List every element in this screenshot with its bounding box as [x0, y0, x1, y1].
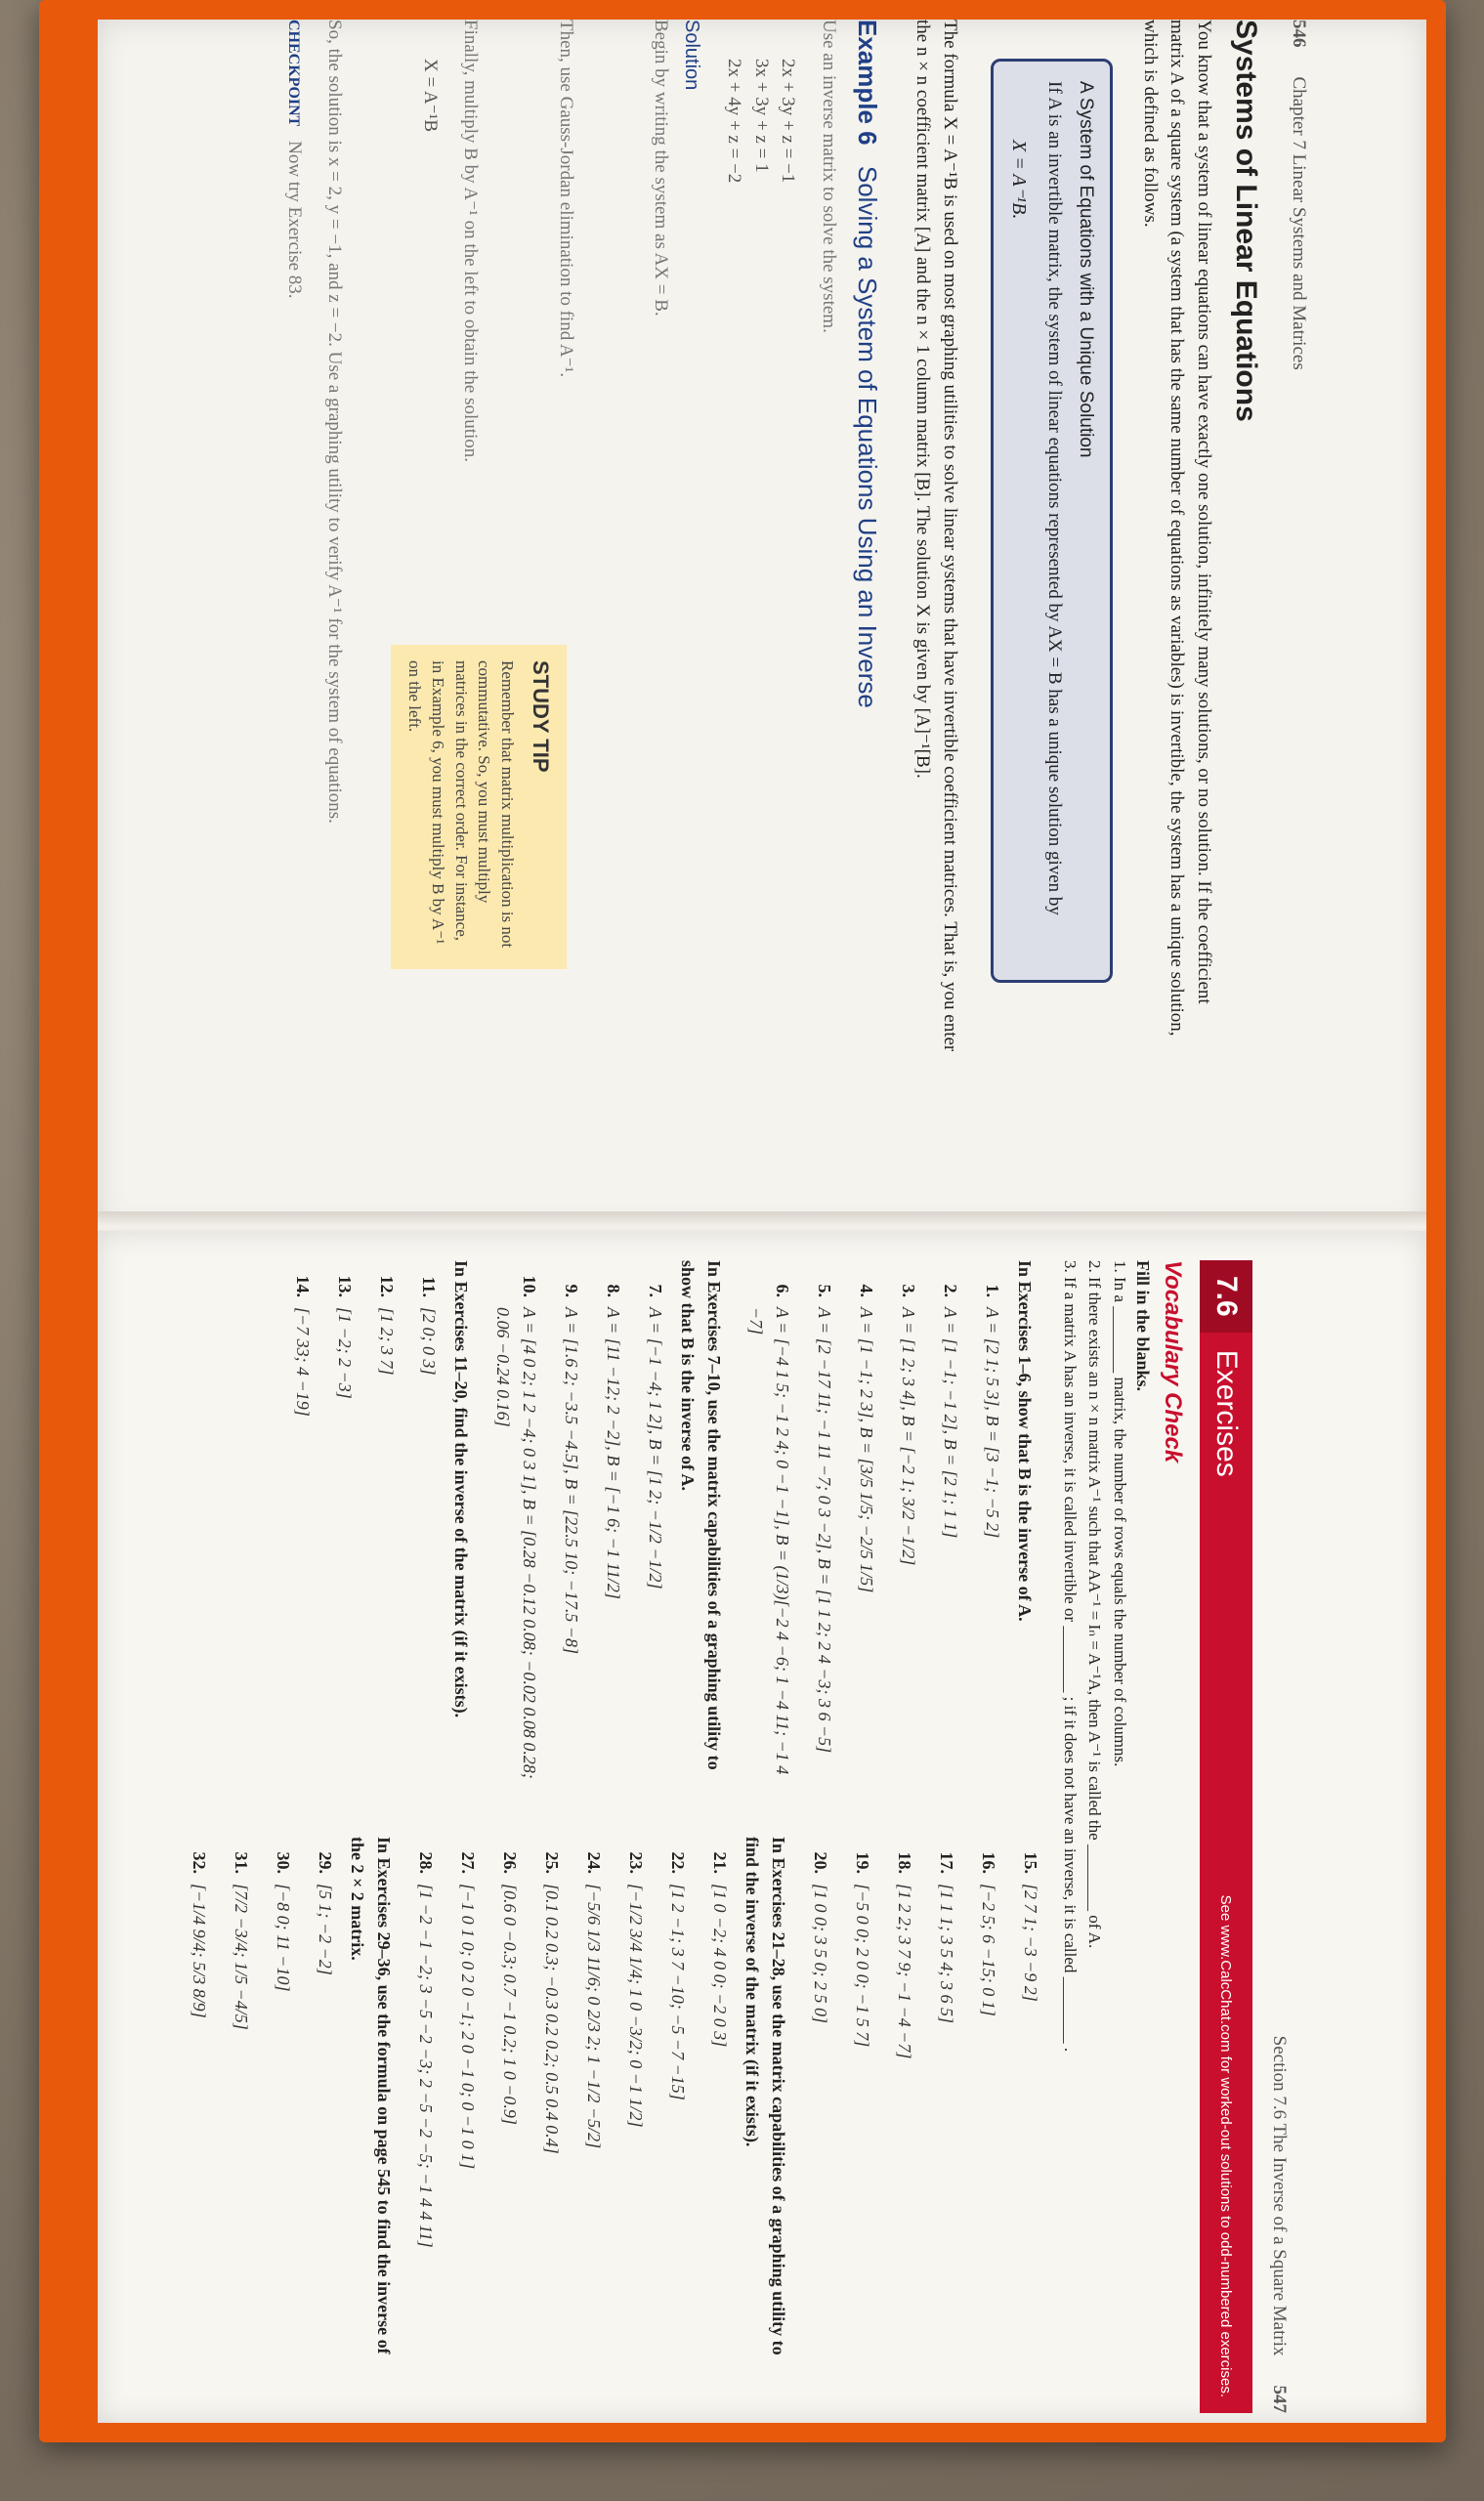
instruction-29-36: In Exercises 29–36, use the formula on page 545 to find the inverse of the 2 × 2 matrix.: [348, 1837, 395, 2354]
equation-1: 2x + 3y + z = −1: [778, 59, 799, 184]
exercise-number: 4.: [857, 1284, 877, 1297]
exercise-number: 26.: [500, 1851, 521, 1874]
left-page-number: 546: [1289, 20, 1309, 48]
instruction-21-28: In Exercises 21–28, use the matrix capabilities of a graphing utility to find the inverse of the matrix (if it exists).: [742, 1837, 789, 2355]
right-running-title: Section 7.6 The Inverse of a Square Matrix: [1269, 2035, 1290, 2356]
right-page-number: 547: [1269, 2385, 1290, 2413]
left-running-head: [1288, 20, 1309, 1192]
exercise-item: [980, 1260, 1006, 1788]
vocab-item: 1. In a ________ matrix, the number of rows equals the number of columns.: [1111, 1260, 1129, 1767]
exercise-number: 16.: [979, 1851, 999, 1874]
exercise-item: [808, 1837, 834, 2364]
exercise-matrix: [7/2 −3/4; 1/5 −4/5]: [232, 1884, 252, 2030]
exercise-number: 20.: [811, 1851, 831, 1874]
exercise-item: [290, 1260, 317, 1788]
exercise-number: 19.: [853, 1851, 873, 1874]
exercise-matrix: A = [1 −1; −1 2], B = [2 1; 1 1]: [941, 1307, 961, 1539]
exercise-matrix: A = [−4 1 5; −1 2 4; 0 −1 −1], B = (1/3)[−2 4 −6; 1 −4 11; −1 4 −7]: [746, 1307, 793, 1775]
exercise-number: 17.: [937, 1851, 957, 1874]
checkpoint-text: Now try Exercise 83.: [283, 141, 305, 299]
exercise-number: 25.: [542, 1851, 563, 1874]
exercise-number: 2.: [941, 1284, 961, 1297]
solution-step-1: Begin by writing the system as AX = B.: [651, 20, 672, 317]
exercise-matrix: [5 1; −2 −2]: [316, 1884, 336, 1975]
exercise-number: 32.: [190, 1851, 210, 1874]
checkpoint-line: [280, 20, 308, 1055]
example-prompt: Use an inverse matrix to solve the system.: [818, 20, 839, 333]
exercise-number: 5.: [815, 1284, 835, 1297]
exercise-item: [812, 1260, 838, 1788]
right-running-head: [1268, 1260, 1290, 2413]
exercise-matrix: [−1/2 3/4 1/4; 1 0 −3/2; 0 −1 1/2]: [626, 1884, 647, 2128]
exercise-number: 13.: [335, 1275, 356, 1297]
exercise-matrix: [−1 0 1 0; 0 2 0 −1; 2 0 −1 0; 0 −1 0 1]: [458, 1884, 479, 2170]
exercise-item: [313, 1837, 339, 2364]
exercise-number: 27.: [458, 1851, 479, 1874]
exercise-item: [623, 1837, 650, 2364]
theorem-formula: X = A⁻¹B.: [1007, 140, 1030, 220]
exercise-item: [743, 1260, 796, 1788]
exercise-matrix: A = [2 −17 11; −1 11 −7; 0 3 −2], B = [1 1 2; 2 4 −3; 3 6 −5]: [815, 1307, 835, 1754]
exercise-number: 30.: [274, 1851, 294, 1874]
vocab-item: 2. If there exists an n × n matrix A⁻¹ such that AA⁻¹ = Iₙ = A⁻¹A, then A⁻¹ is called the ________ of A.: [1085, 1260, 1105, 1949]
instruction-7-10: In Exercises 7–10, use the matrix capabilities of a graphing utility to show that B is the inverse of A.: [678, 1260, 725, 1770]
exercise-item: [497, 1837, 524, 2364]
exercise-item: [581, 1837, 608, 2364]
exercise-number: 24.: [584, 1851, 605, 1874]
exercise-number: 1.: [983, 1284, 1003, 1297]
exercise-item: [976, 1837, 1002, 2364]
exercise-number: 14.: [293, 1275, 314, 1297]
solution-formula: X = A⁻¹B: [419, 59, 441, 133]
system-equations: [720, 59, 801, 1192]
exercise-item: [539, 1837, 566, 2364]
exercise-matrix: [1 2; 3 7]: [377, 1307, 398, 1376]
exercise-matrix: [0.6 0 −0.3; 0.7 −1 0.2; 1 0 −0.9]: [500, 1884, 521, 2125]
instruction-11-20: In Exercises 11–20, find the inverse of the matrix (if it exists).: [451, 1260, 472, 1718]
exercise-item: [938, 1260, 964, 1788]
body-paragraph: The formula X = A⁻¹B is used on most graphing utilities to solve linear systems that have invertible coefficient matrices. That is, you enter the n × n coefficient matrix [A] and the n × 1 column matrix [B]. The solution X is given by [A]⁻¹[B].: [912, 20, 960, 1052]
example-label: Example 6: [852, 20, 882, 146]
exercise-list-29-36: [187, 1837, 339, 2364]
exercise-item: [850, 1837, 876, 2364]
exercise-number: 7.: [646, 1284, 666, 1297]
exercise-matrix: [0.1 0.2 0.3; −0.3 0.2 0.2; 0.5 0.4 0.4]: [542, 1884, 563, 2154]
exercise-item: [892, 1837, 918, 2364]
section-title: Systems of Linear Equations: [1230, 20, 1262, 422]
exercise-number: 29.: [316, 1851, 336, 1874]
exercise-number: 15.: [1021, 1851, 1041, 1874]
vocab-instruction: Fill in the blanks.: [1133, 1260, 1153, 1392]
exercise-number: 8.: [604, 1284, 624, 1297]
exercise-item: [601, 1260, 627, 1788]
exercise-matrix: A = [1 2; 3 4], B = [−2 1; 3/2 −1/2]: [899, 1307, 919, 1566]
exercise-list-1-6: [743, 1260, 1006, 1788]
exercise-item: [896, 1260, 922, 1788]
exercise-matrix: A = [1 −1; 2 3], B = [3/5 1/5; −2/5 1/5]: [857, 1307, 877, 1593]
exercise-matrix: A = [4 0 2; 1 2 −4; 0 3 1], B = [0.28 −0.12 0.08; −0.02 0.08 0.28; 0.06 −0.24 0.16]: [493, 1307, 540, 1779]
exercise-columns: [171, 1260, 1048, 2413]
study-tip-text: Remember that matrix multiplication is not commutative. So, you must multiply matrices in the correct order. For instance, in Example 6, you must multiply B by A⁻¹ on the left.: [405, 660, 518, 949]
instruction-1-6: In Exercises 1–6, show that B is the inverse of A.: [1015, 1260, 1036, 1622]
exercise-number: 9.: [562, 1284, 582, 1297]
exercises-section-number: 7.6: [1200, 1260, 1252, 1333]
checkpoint-label: CHECKPOINT: [284, 20, 302, 127]
exercise-matrix: [−1/4 9/4; 5/3 8/9]: [190, 1884, 210, 2018]
exercise-matrix: [2 7 1; −3 −9 2]: [1021, 1884, 1041, 2002]
exercise-number: 28.: [416, 1851, 437, 1874]
exercise-matrix: [−5 0 0; 2 0 0; −1 5 7]: [853, 1884, 873, 2048]
exercise-matrix: [1 2 2; 3 7 9; −1 −4 −7]: [895, 1884, 915, 2059]
exercise-number: 3.: [899, 1284, 919, 1297]
study-tip-box: [391, 645, 567, 969]
exercise-item: [455, 1837, 482, 2364]
exercise-number: 18.: [895, 1851, 915, 1874]
exercise-item: [707, 1837, 734, 2364]
exercise-matrix: [−2 5; 6 −15; 0 1]: [979, 1884, 999, 2016]
exercise-list-11-14: [290, 1260, 443, 1788]
exercise-matrix: A = [2 1; 5 3], B = [3 −1; −5 2]: [983, 1307, 1003, 1539]
vocab-list: [1058, 1260, 1133, 2413]
exercises-banner: [1200, 1260, 1252, 2413]
exercise-matrix: A = [−1 −4; 1 2], B = [1 2; −1/2 −1/2]: [646, 1307, 666, 1590]
exercise-list-15-20: [808, 1837, 1044, 2364]
left-page-content: [20, 20, 1309, 1192]
solution-heading: Solution: [681, 20, 703, 91]
vocabulary-check-title: Vocabulary Check: [1160, 1260, 1186, 1463]
exercise-item: [665, 1837, 692, 2364]
left-running-title: Chapter 7 Linear Systems and Matrices: [1289, 76, 1309, 370]
exercise-number: 11.: [419, 1276, 440, 1297]
exercise-number: 23.: [626, 1851, 647, 1874]
solution-conclusion: So, the solution is x = 2, y = −1, and z = −2. Use a graphing utility to verify A⁻¹ for the system of equations.: [324, 20, 346, 824]
exercise-matrix: [−8 0; 11 −10]: [274, 1884, 294, 1992]
exercise-item: [374, 1260, 401, 1788]
theorem-box: [991, 59, 1114, 983]
exercise-number: 6.: [773, 1284, 793, 1297]
exercise-matrix: A = [11 −12; 2 −2], B = [−1 6; −1 11/2]: [604, 1307, 624, 1599]
study-tip-title: STUDY TIP: [529, 660, 553, 773]
equation-2: 3x + 3y + z = 1: [750, 59, 772, 173]
right-page-content: [0, 1260, 1290, 2413]
exercise-matrix: A = [1.6 2; −3.5 −4.5], B = [22.5 10; −17.5 −8]: [562, 1307, 582, 1655]
example-title: Solving a System of Equations Using an Inverse: [852, 165, 882, 708]
exercise-matrix: [−5/6 1/3 11/6; 0 2/3 2; 1 −1/2 −5/2]: [584, 1884, 605, 2149]
exercise-number: 21.: [710, 1851, 731, 1874]
solution-step-2: Then, use Gauss-Jordan elimination to find A⁻¹.: [555, 20, 576, 378]
exercise-matrix: [1 −2 −1 −2; 3 −5 −2 −3; 2 −5 −2 −5; −1 4 4 11]: [416, 1884, 437, 2248]
exercise-item: [413, 1837, 440, 2364]
exercise-item: [934, 1837, 960, 2364]
theorem-title: A System of Equations with a Unique Solution: [1076, 81, 1097, 458]
exercise-list-21-28: [413, 1837, 734, 2364]
exercise-number: 22.: [668, 1851, 689, 1874]
exercise-item: [559, 1260, 585, 1788]
exercise-number: 31.: [232, 1851, 252, 1874]
exercise-item: [332, 1260, 359, 1788]
exercise-item: [1018, 1837, 1044, 2364]
exercise-matrix: [1 0 0; 3 5 0; 2 5 0]: [811, 1884, 831, 2023]
exercise-column-right: [171, 1837, 1048, 2364]
example-heading: [852, 20, 882, 1192]
exercise-item: [643, 1260, 669, 1788]
exercise-list-7-10: [490, 1260, 669, 1788]
exercise-matrix: [1 1 1; 3 5 4; 3 6 5]: [937, 1884, 957, 2023]
exercise-matrix: [−7 33; 4 −19]: [293, 1307, 314, 1417]
exercise-matrix: [1 0 −2; 4 0 0; −2 0 3]: [710, 1884, 731, 2048]
exercise-item: [271, 1837, 297, 2364]
exercise-item: [187, 1837, 213, 2364]
exercise-number: 10.: [520, 1275, 540, 1297]
exercise-item: [854, 1260, 880, 1788]
exercise-number: 12.: [377, 1275, 398, 1297]
exercise-item: [416, 1260, 443, 1788]
solution-step-3: Finally, multiply B by A⁻¹ on the left to obtain the solution.: [460, 20, 482, 463]
exercise-matrix: [1 −2; 2 −3]: [335, 1307, 356, 1399]
exercise-column-left: [171, 1260, 1048, 1788]
calcchat-note: See www.CalcChat.com for worked-out solutions to odd-numbered exercises.: [1217, 1894, 1235, 2397]
exercises-title: Exercises: [1210, 1349, 1243, 1477]
exercise-matrix: [1 2 −1; 3 7 −10; −5 −7 −15]: [668, 1884, 689, 2100]
exercise-matrix: [2 0; 0 3]: [419, 1307, 440, 1376]
vocab-item: 3. If a matrix A has an inverse, it is called invertible or ________ ; if it does not have an inverse, it is called ________ .: [1061, 1260, 1080, 2053]
intro-paragraph: You know that a system of linear equations can have exactly one solution, infinitely many solutions, or no solution. If the coefficient matrix A of a square system (a system that has the same number of equations as variables) is invertible, the system has a unique solution, which is defined as follows.: [1139, 20, 1214, 1037]
theorem-text: If A is an invertible matrix, the system of linear equations represented by AX = B has a unique solution given by: [1044, 81, 1066, 915]
exercise-item: [229, 1837, 255, 2364]
exercise-item: [490, 1260, 543, 1788]
equation-3: 2x + 4y + z = −2: [724, 59, 745, 184]
